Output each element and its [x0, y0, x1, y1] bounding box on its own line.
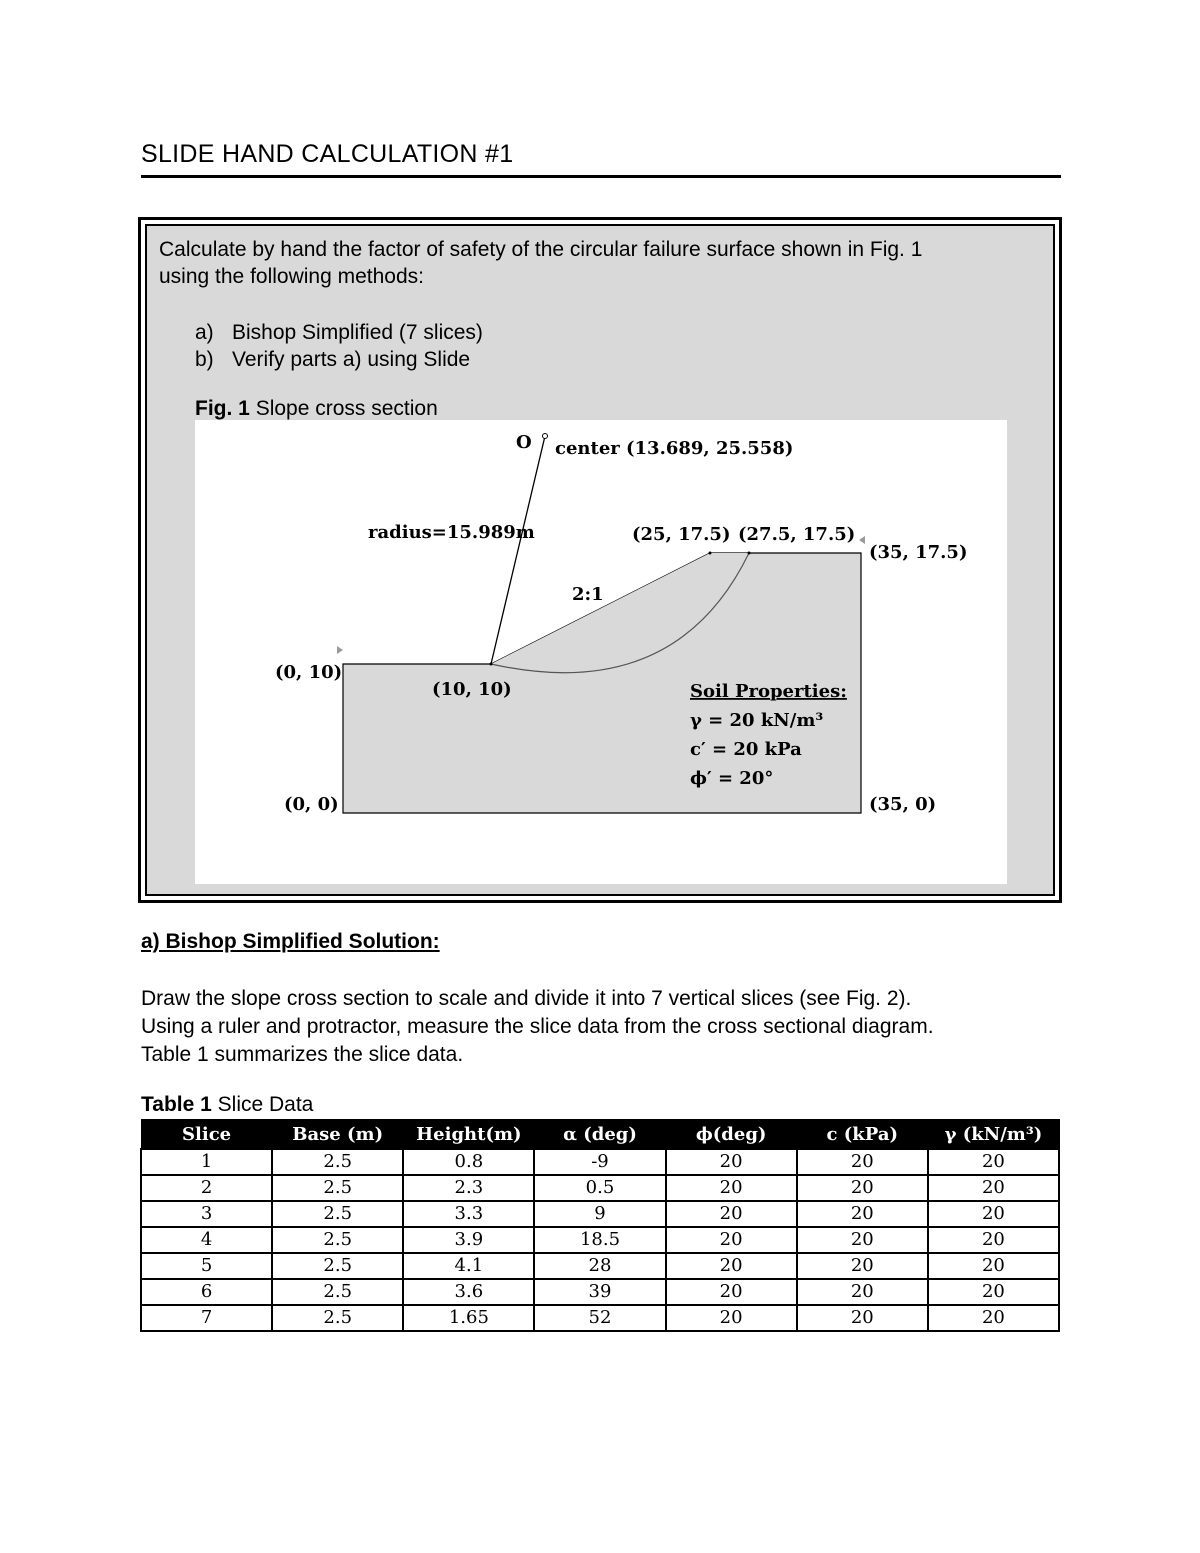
page-title: SLIDE HAND CALCULATION #1	[141, 140, 1061, 178]
table-cell: 3.3	[403, 1201, 534, 1227]
table-cell: 2.3	[403, 1175, 534, 1201]
point-label: (35, 0)	[869, 794, 937, 815]
table-cell: 3.9	[403, 1227, 534, 1253]
table-cell: 20	[928, 1279, 1059, 1305]
table-cell: 20	[928, 1305, 1059, 1331]
table-header-cell: γ (kN/m³)	[928, 1120, 1059, 1150]
table-cell: 2.5	[272, 1305, 403, 1331]
center-label: center (13.689, 25.558)	[555, 438, 794, 459]
point-label: (35, 17.5)	[869, 542, 968, 563]
task-item	[195, 319, 483, 346]
table-cell: 28	[534, 1253, 665, 1279]
task-text: Bishop Simplified (7 slices)	[232, 321, 483, 344]
table-header-cell: Height(m)	[403, 1120, 534, 1150]
task-list	[195, 319, 483, 373]
task-item	[195, 346, 483, 373]
problem-intro-line-1: Calculate by hand the factor of safety of the circular failure surface shown in Fig. 1	[159, 238, 923, 261]
paragraph-line: Draw the slope cross section to scale and divide it into 7 vertical slices (see Fig. 2).	[141, 987, 912, 1010]
paragraph-line: Table 1 summarizes the slice data.	[141, 1043, 464, 1066]
table-cell: 20	[797, 1227, 928, 1253]
table-cell: 18.5	[534, 1227, 665, 1253]
vertex-dot	[709, 552, 712, 555]
vertex-dot	[490, 663, 493, 666]
table-cell: 2.5	[272, 1175, 403, 1201]
table-cell: 2.5	[272, 1227, 403, 1253]
table-row	[141, 1149, 1059, 1175]
table-cell: -9	[534, 1149, 665, 1175]
table-cell: 3.6	[403, 1279, 534, 1305]
figure-caption	[195, 397, 438, 421]
table-row	[141, 1253, 1059, 1279]
table-header-cell: α (deg)	[534, 1120, 665, 1150]
soil-friction-angle: ϕ′ = 20°	[690, 768, 774, 789]
table-cell: 5	[141, 1253, 272, 1279]
slope-diagram	[195, 420, 1007, 884]
table-header-cell: Base (m)	[272, 1120, 403, 1150]
slice-data-table	[140, 1119, 1060, 1332]
table-cell: 20	[797, 1175, 928, 1201]
table-cell: 20	[928, 1175, 1059, 1201]
table-cell: 4.1	[403, 1253, 534, 1279]
table-cell: 52	[534, 1305, 665, 1331]
table-body	[141, 1149, 1059, 1331]
table-cell: 20	[666, 1279, 797, 1305]
table-cell: 20	[928, 1227, 1059, 1253]
table-header-cell: Slice	[141, 1120, 272, 1150]
table-cell: 20	[666, 1227, 797, 1253]
center-point-marker	[543, 434, 548, 439]
table-row	[141, 1227, 1059, 1253]
table-cell: 20	[797, 1253, 928, 1279]
table-cell: 9	[534, 1201, 665, 1227]
table-row	[141, 1175, 1059, 1201]
task-marker: a)	[195, 321, 214, 344]
point-label: (0, 0)	[284, 794, 339, 815]
point-label: (25, 17.5)	[632, 524, 731, 545]
left-marker-icon	[337, 646, 343, 654]
table-row	[141, 1305, 1059, 1331]
table-cell: 2.5	[272, 1201, 403, 1227]
table-cell: 6	[141, 1279, 272, 1305]
point-label: (27.5, 17.5)	[738, 524, 856, 545]
table-caption-number: Table 1	[141, 1093, 212, 1116]
table-cell: 3	[141, 1201, 272, 1227]
table-caption-text: Slice Data	[217, 1093, 314, 1116]
table-cell: 2.5	[272, 1149, 403, 1175]
table-cell: 20	[928, 1201, 1059, 1227]
table-cell: 2.5	[272, 1279, 403, 1305]
soil-gamma: γ = 20 kN/m³	[690, 710, 824, 731]
table-cell: 20	[666, 1149, 797, 1175]
task-text: Verify parts a) using Slide	[232, 348, 471, 371]
vertex-dot	[748, 552, 751, 555]
table-row	[141, 1279, 1059, 1305]
problem-intro	[159, 236, 1039, 290]
table-cell: 1	[141, 1149, 272, 1175]
point-label: (0, 10)	[275, 662, 343, 683]
table-cell: 20	[797, 1279, 928, 1305]
table-cell: 7	[141, 1305, 272, 1331]
slope-ratio-label: 2:1	[572, 584, 604, 605]
table-cell: 20	[928, 1253, 1059, 1279]
right-marker-icon	[859, 536, 865, 544]
slope-cross-section-figure	[195, 420, 1007, 884]
section-paragraph	[141, 985, 1071, 1069]
radius-label: radius=15.989m	[368, 522, 535, 543]
radius-line	[491, 436, 545, 664]
paragraph-line: Using a ruler and protractor, measure the slice data from the cross sectional diagram.	[141, 1015, 934, 1038]
soil-properties-title: Soil Properties:	[690, 681, 847, 702]
table-header-cell: ϕ(deg)	[666, 1120, 797, 1150]
figure-caption-text: Slope cross section	[255, 397, 438, 420]
figure-caption-number: Fig. 1	[195, 397, 250, 420]
table-cell: 20	[797, 1305, 928, 1331]
table-row	[141, 1201, 1059, 1227]
table-cell: 20	[797, 1201, 928, 1227]
table-cell: 0.8	[403, 1149, 534, 1175]
table-cell: 39	[534, 1279, 665, 1305]
table-cell: 20	[797, 1149, 928, 1175]
table-header-row	[141, 1120, 1059, 1150]
problem-statement-panel	[145, 224, 1055, 896]
point-label: (10, 10)	[432, 679, 512, 700]
table-cell: 20	[666, 1305, 797, 1331]
table-cell: 20	[666, 1253, 797, 1279]
center-symbol: O	[516, 432, 532, 453]
table-cell: 0.5	[534, 1175, 665, 1201]
table-cell: 1.65	[403, 1305, 534, 1331]
table-caption	[141, 1093, 313, 1117]
soil-cohesion: c′ = 20 kPa	[690, 739, 802, 760]
task-marker: b)	[195, 348, 214, 371]
section-heading: a) Bishop Simplified Solution:	[141, 930, 440, 953]
problem-intro-line-2: using the following methods:	[159, 265, 424, 288]
table-cell: 20	[666, 1201, 797, 1227]
table-cell: 2	[141, 1175, 272, 1201]
problem-statement-box	[138, 217, 1062, 903]
table-cell: 4	[141, 1227, 272, 1253]
table-cell: 20	[928, 1149, 1059, 1175]
table-cell: 2.5	[272, 1253, 403, 1279]
table-header-cell: c (kPa)	[797, 1120, 928, 1150]
table-cell: 20	[666, 1175, 797, 1201]
